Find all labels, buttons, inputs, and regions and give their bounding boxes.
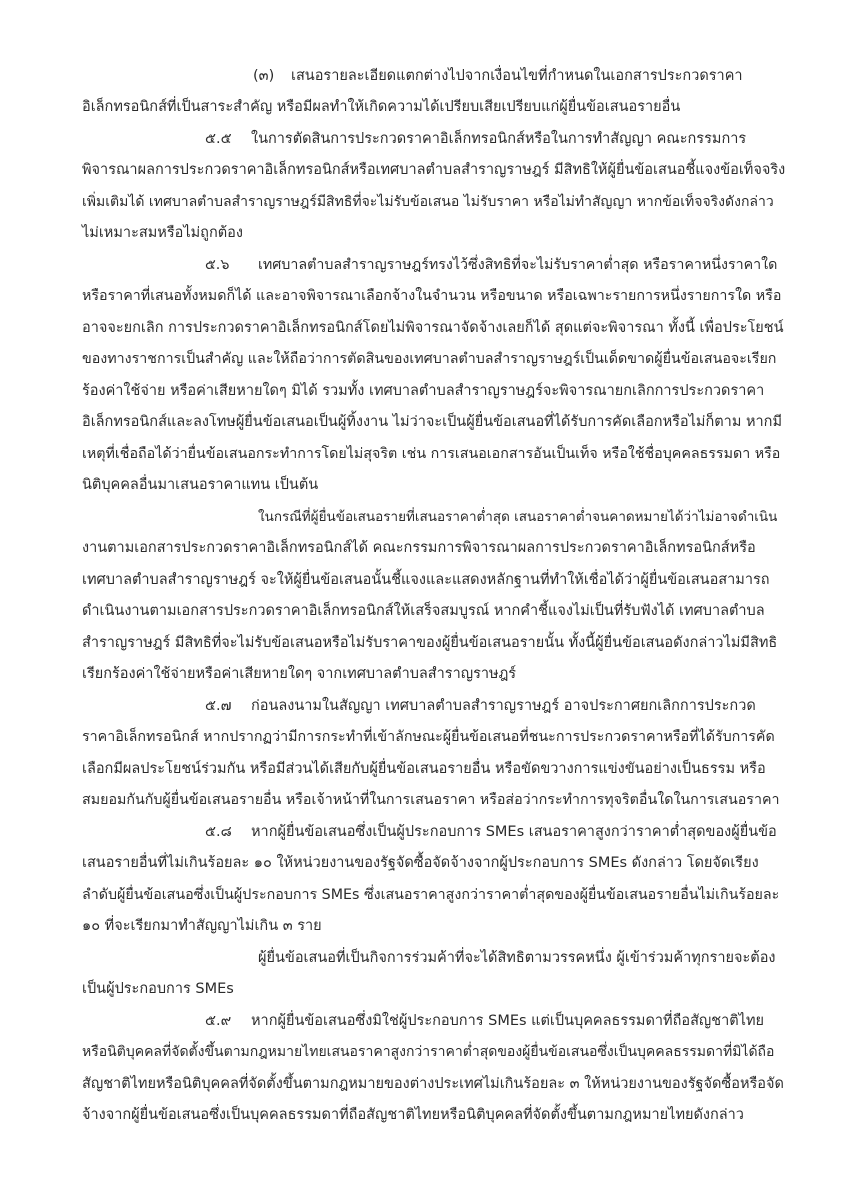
- paragraph-number: (๓): [253, 68, 275, 84]
- section-number: ๕.๙: [205, 1013, 232, 1029]
- section-5-8-line-4: ๑๐ ที่จะเรียกมาทำสัญญาไม่เกิน ๓ ราย: [82, 918, 322, 934]
- section-5-6-line-4: ของทางราชการเป็นสำคัญ และให้ถือว่าการตัดสินของเทศบาลตำบลสำราญราษฎร์เป็นเด็ดขาดผู้ยื่นข้อเสนอจะเรียก: [82, 351, 777, 367]
- section-5-5-line-3: เพิ่มเติมได้ เทศบาลตำบลสำราญราษฎร์มีสิทธิที่จะไม่รับข้อเสนอ ไม่รับราคา หรือไม่ทำสัญญา หากข้อเท็จจริงดังกล่าว: [82, 194, 774, 210]
- section-5-6-line-6: อิเล็กทรอนิกส์และลงโทษผู้ยื่นข้อเสนอเป็นผู้ทิ้งงาน ไม่ว่าจะเป็นผู้ยื่นข้อเสนอที่ได้รับการคัดเลือกหรือไม่ก็ตาม หากมี: [82, 414, 783, 430]
- joint-venture-para-line-1: ผู้ยื่นข้อเสนอที่เป็นกิจการร่วมค้าที่จะได้สิทธิตามวรรคหนึ่ง ผู้เข้าร่วมค้าทุกรายจะต้อง: [258, 950, 776, 966]
- section-5-9-line-3: สัญชาติไทยหรือนิติบุคคลที่จัดตั้งขึ้นตามกฎหมายของต่างประเทศไม่เกินร้อยละ ๓ ให้หน่วยงานของรัฐจัดซื้อหรือจัด: [82, 1076, 784, 1092]
- section-5-8-line-3: ลำดับผู้ยื่นข้อเสนอซึ่งเป็นผู้ประกอบการ SMEs ซึ่งเสนอราคาสูงกว่าราคาต่ำสุดของผู้ยื่นข้อเสนอรายอื่นไม่เกินร้อยละ: [82, 887, 780, 903]
- section-5-9-line-2: หรือนิติบุคคลที่จัดตั้งขึ้นตามกฎหมายไทยเสนอราคาสูงกว่าราคาต่ำสุดของผู้ยื่นข้อเสนอซึ่งเป็นบุคคลธรรมดาที่มิได้ถือ: [82, 1044, 775, 1060]
- section-5-7-line-3: เลือกมีผลประโยชน์ร่วมกัน หรือมีส่วนได้เสียกับผู้ยื่นข้อเสนอรายอื่น หรือขัดขวางการแข่งขันอย่างเป็นธรรม หรือ: [82, 761, 766, 777]
- section-5-6-line-2: หรือราคาที่เสนอทั้งหมดก็ได้ และอาจพิจารณาเลือกจ้างในจำนวน หรือขนาด หรือเฉพาะรายการหนึ่งรายการใด หรือ: [82, 288, 782, 304]
- section-5-8-line-1: ๕.๘ หากผู้ยื่นข้อเสนอซึ่งเป็นผู้ประกอบการ SMEs เสนอราคาสูงกว่าราคาต่ำสุดของผู้ยื่นข้อ: [205, 824, 777, 840]
- section-5-9-line-4: จ้างจากผู้ยื่นข้อเสนอซึ่งเป็นบุคคลธรรมดาที่ถือสัญชาติไทยหรือนิติบุคคลที่จัดตั้งขึ้นตามกฎหมายไทยดังกล่าว: [82, 1107, 744, 1123]
- section-5-9-line-1: ๕.๙ หากผู้ยื่นข้อเสนอซึ่งมิใช่ผู้ประกอบการ SMEs แต่เป็นบุคคลธรรมดาที่ถือสัญชาติไทย: [205, 1013, 765, 1029]
- section-number: ๕.๕: [205, 131, 232, 147]
- paragraph-3-line-2: อิเล็กทรอนิกส์ที่เป็นสาระสำคัญ หรือมีผลทำให้เกิดความได้เปรียบเสียเปรียบแก่ผู้ยื่นข้อเสนอรายอื่น: [82, 99, 681, 115]
- section-5-6-line-3: อาจจะยกเลิก การประกวดราคาอิเล็กทรอนิกส์โดยไม่พิจารณาจัดจ้างเลยก็ได้ สุดแต่จะพิจารณา ทั้งนี้ เพื่อประโยชน์: [82, 320, 784, 336]
- low-price-para-line-3: เทศบาลตำบลสำราญราษฎร์ จะให้ผู้ยื่นข้อเสนอนั้นชี้แจงและแสดงหลักฐานที่ทำให้เชื่อได้ว่าผู้ยื่นข้อเสนอสามารถ: [82, 572, 770, 588]
- section-5-7-line-4: สมยอมกันกับผู้ยื่นข้อเสนอรายอื่น หรือเจ้าหน้าที่ในการเสนอราคา หรือส่อว่ากระทำการทุจริตอื่นใดในการเสนอราคา: [82, 792, 780, 808]
- low-price-para-line-6: เรียกร้องค่าใช้จ่ายหรือค่าเสียหายใดๆ จากเทศบาลตำบลสำราญราษฎร์: [82, 666, 517, 682]
- section-5-5-line-4: ไม่เหมาะสมหรือไม่ถูกต้อง: [82, 225, 243, 241]
- section-5-6-line-7: เหตุที่เชื่อถือได้ว่ายื่นข้อเสนอกระทำการโดยไม่สุจริต เช่น การเสนอเอกสารอันเป็นเท็จ หรือใช้ชื่อบุคคลธรรมดา หรือ: [82, 446, 781, 462]
- section-5-5-line-1: ๕.๕ ในการตัดสินการประกวดราคาอิเล็กทรอนิกส์หรือในการทำสัญญา คณะกรรมการ: [205, 131, 747, 147]
- low-price-para-line-1: ในกรณีที่ผู้ยื่นข้อเสนอรายที่เสนอราคาต่ำสุด เสนอราคาต่ำจนคาดหมายได้ว่าไม่อาจดำเนิน: [258, 509, 778, 525]
- paragraph-3-line-1: (๓) เสนอรายละเอียดแตกต่างไปจากเงื่อนไขที่กำหนดในเอกสารประกวดราคา: [253, 68, 743, 84]
- section-5-6-line-5: ร้องค่าใช้จ่าย หรือค่าเสียหายใดๆ มิได้ รวมทั้ง เทศบาลตำบลสำราญราษฎร์จะพิจารณายกเลิกการประกวดราคา: [82, 383, 765, 399]
- section-number: ๕.๘: [205, 824, 232, 840]
- low-price-para-line-4: ดำเนินงานตามเอกสารประกวดราคาอิเล็กทรอนิกส์ให้เสร็จสมบูรณ์ หากคำชี้แจงไม่เป็นที่รับฟังได้ เทศบาลตำบล: [82, 603, 765, 619]
- low-price-para-line-5: สำราญราษฎร์ มีสิทธิที่จะไม่รับข้อเสนอหรือไม่รับราคาของผู้ยื่นข้อเสนอรายนั้น ทั้งนี้ผู้ยื่นข้อเสนอดังกล่าวไม่มีสิทธิ: [82, 635, 778, 651]
- section-5-6-line-8: นิติบุคคลอื่นมาเสนอราคาแทน เป็นต้น: [82, 477, 319, 493]
- section-5-7-line-2: ราคาอิเล็กทรอนิกส์ หากปรากฏว่ามีการกระทำที่เข้าลักษณะผู้ยื่นข้อเสนอที่ชนะการประกวดราคาหรือที่ได้รับการคัด: [82, 729, 775, 745]
- section-5-5-line-2: พิจารณาผลการประกวดราคาอิเล็กทรอนิกส์หรือเทศบาลตำบลสำราญราษฎร์ มีสิทธิให้ผู้ยื่นข้อเสนอชี้แจงข้อเท็จจริง: [82, 162, 786, 178]
- joint-venture-para-line-2: เป็นผู้ประกอบการ SMEs: [82, 981, 234, 997]
- section-5-8-line-2: เสนอรายอื่นที่ไม่เกินร้อยละ ๑๐ ให้หน่วยงานของรัฐจัดซื้อจัดจ้างจากผู้ประกอบการ SMEs ดังกล่าว โดยจัดเรียง: [82, 855, 759, 871]
- section-number: ๕.๖: [205, 257, 230, 273]
- section-5-6-line-1: ๕.๖ เทศบาลตำบลสำราญราษฎร์ทรงไว้ซึ่งสิทธิที่จะไม่รับราคาต่ำสุด หรือราคาหนึ่งราคาใด: [205, 257, 778, 273]
- section-number: ๕.๗: [205, 698, 232, 714]
- low-price-para-line-2: งานตามเอกสารประกวดราคาอิเล็กทรอนิกส์ได้ คณะกรรมการพิจารณาผลการประกวดราคาอิเล็กทรอนิกส์หรือ: [82, 540, 756, 556]
- section-5-7-line-1: ๕.๗ ก่อนลงนามในสัญญา เทศบาลตำบลสำราญราษฎร์ อาจประกาศยกเลิกการประกวด: [205, 698, 756, 714]
